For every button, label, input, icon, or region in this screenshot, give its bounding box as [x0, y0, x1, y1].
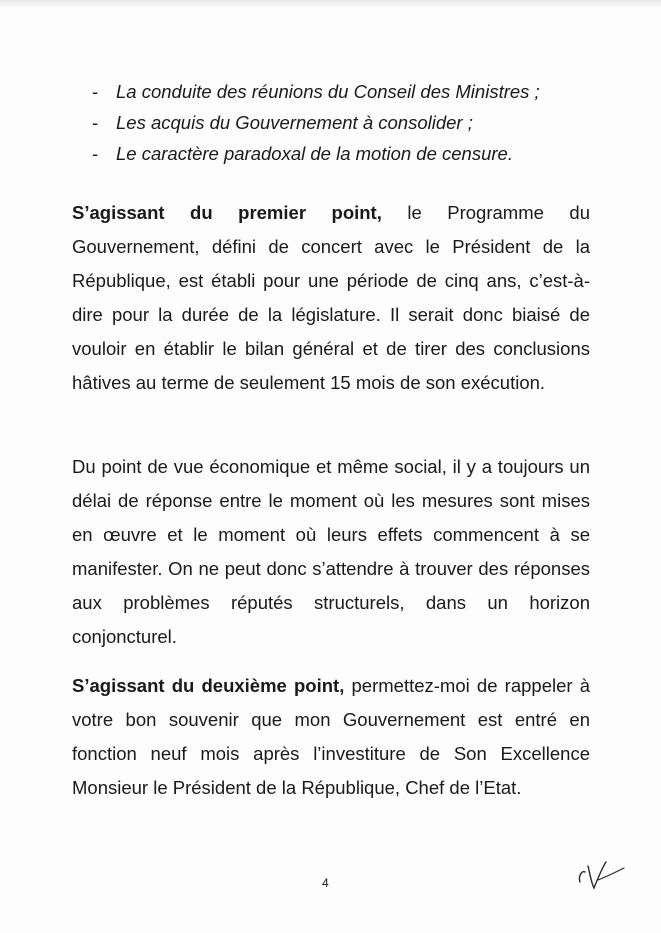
- paragraph-economique: [72, 450, 590, 654]
- paragraph-premier-point: [72, 196, 590, 400]
- paragraph-deuxieme-point: [72, 669, 590, 805]
- paragraph-text: le Programme du Gouvernement, défini de concert avec le Président de la République, est établi pour une période de cinq ans, c’est-à-dire pour la durée de la législature. Il serait donc biaisé de vouloir en établir le bilan général et de tirer des conclusions hâtives au terme de seulement 15 mois de son exécution.: [72, 202, 590, 393]
- bullet-text: La conduite des réunions du Conseil des Ministres ;: [116, 81, 540, 102]
- paragraph-lead: S’agissant du deuxième point,: [72, 675, 345, 696]
- paragraph-text: permettez-moi de rappeler à votre bon souvenir que mon Gouvernement est entré en fonction neuf mois après l’investiture de Son Excellence Monsieur le Président de la République, Chef de l’Etat.: [72, 675, 590, 798]
- bullet-item: [92, 76, 632, 107]
- scan-edge-shadow: [0, 0, 661, 8]
- bullet-text: Les acquis du Gouvernement à consolider ;: [116, 112, 473, 133]
- paragraph-lead: S’agissant du premier point,: [72, 202, 382, 223]
- bullet-marker: -: [92, 143, 99, 164]
- page-number: 4: [322, 876, 329, 890]
- paragraph-text: Du point de vue économique et même social, il y a toujours un délai de réponse entre le moment où les mesures sont mises en œuvre et le moment où leurs effets commencent à se manifester. On ne peut donc s’attendre à trouver des réponses aux problèmes réputés structurels, dans un horizon conjoncturel.: [72, 456, 590, 647]
- handwritten-initials-icon: [576, 856, 628, 896]
- bullet-list: [92, 76, 632, 169]
- bullet-item: [92, 138, 632, 169]
- bullet-marker: -: [92, 112, 99, 133]
- bullet-item: [92, 107, 632, 138]
- bullet-text: Le caractère paradoxal de la motion de censure.: [116, 143, 513, 164]
- bullet-marker: -: [92, 81, 99, 102]
